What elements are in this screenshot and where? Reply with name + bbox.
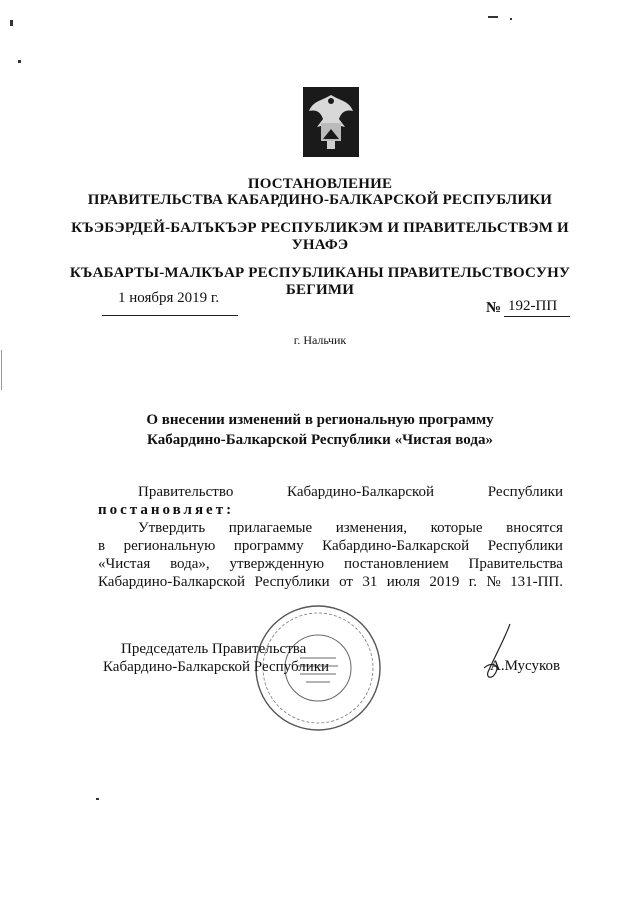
issuer-heading-krc-line2: БЕГИМИ xyxy=(285,282,355,298)
body-line-2 xyxy=(98,501,563,519)
body-line-1 xyxy=(98,483,563,501)
body-word: 131-ПП. xyxy=(510,574,563,590)
body-word: вносятся xyxy=(506,520,563,536)
body-word: утвержденную xyxy=(229,556,325,572)
scan-speck xyxy=(510,18,512,20)
issuer-heading-kbd-line2: УНАФЭ xyxy=(291,237,349,253)
document-title xyxy=(0,410,640,450)
city-label: г. Нальчик xyxy=(293,333,347,347)
scan-speck xyxy=(10,20,13,26)
body-word: Кабардино-Балкарской xyxy=(287,484,435,500)
body-word: которые xyxy=(430,520,483,536)
document-body xyxy=(98,483,563,591)
body-word: Республики xyxy=(254,574,330,590)
body-word: постановлением xyxy=(343,556,449,572)
body-word: от xyxy=(339,574,353,590)
issuer-heading-krc-line1: КЪАБАРТЫ-МАЛКЪАР РЕСПУБЛИКАНЫ ПРАВИТЕЛЬСТВОСУНУ xyxy=(69,265,571,281)
signatory-position xyxy=(103,640,329,676)
body-line-5 xyxy=(98,555,563,573)
issuer-heading-ru: ПРАВИТЕЛЬСТВА КАБАРДИНО-БАЛКАРСКОЙ РЕСПУБЛИКИ xyxy=(87,192,553,208)
body-word: программу xyxy=(233,538,304,554)
doc-type-heading: ПОСТАНОВЛЕНИЕ xyxy=(247,176,393,192)
body-word: Республики xyxy=(487,538,563,554)
title-line-1: О внесении изменений в региональную программу xyxy=(146,412,494,428)
date-underline xyxy=(102,315,238,316)
body-word: Правительство xyxy=(138,484,234,500)
signatory-name: А.Мусуков xyxy=(490,658,561,674)
scan-speck xyxy=(18,60,21,63)
body-word: 2019 xyxy=(429,574,460,590)
handwritten-signature xyxy=(470,620,530,690)
issuer-heading-kbd-line1: КЪЭБЭРДЕЙ-БАЛЪКЪЭР РЕСПУБЛИКЭМ И ПРАВИТЕЛЬСТВЭМ И xyxy=(71,220,569,236)
body-word: г. xyxy=(468,574,477,590)
body-word: региональную xyxy=(123,538,216,554)
number-symbol: № xyxy=(486,300,502,316)
title-line-2: Кабардино-Балкарской Республики «Чистая вода» xyxy=(147,432,493,448)
decree-keyword: постановляет: xyxy=(98,502,235,518)
body-line-6 xyxy=(98,573,563,591)
body-word: в xyxy=(98,538,106,554)
document-number: 192-ПП xyxy=(508,298,558,314)
body-word: № xyxy=(486,574,501,590)
scan-speck xyxy=(1,350,2,390)
scan-speck xyxy=(488,16,498,18)
body-word: вода», xyxy=(170,556,210,572)
number-underline xyxy=(504,316,570,317)
body-word: прилагаемые xyxy=(228,520,313,536)
body-line-3 xyxy=(98,519,563,537)
body-word: Правительства xyxy=(468,556,563,572)
body-word: июля xyxy=(386,574,420,590)
signatory-position-line-1: Председатель Правительства xyxy=(121,641,307,657)
body-word: Кабардино-Балкарской xyxy=(98,574,246,590)
body-word: Утвердить xyxy=(138,520,206,536)
body-word: изменения, xyxy=(335,520,408,536)
signatory-position-line-2: Кабардино-Балкарской Республики xyxy=(103,659,330,675)
document-date: 1 ноября 2019 г. xyxy=(118,290,220,306)
coat-of-arms-emblem xyxy=(303,87,359,157)
body-word: 31 xyxy=(362,574,378,590)
body-word: «Чистая xyxy=(98,556,151,572)
body-word: Кабардино-Балкарской xyxy=(322,538,470,554)
body-line-4 xyxy=(98,537,563,555)
scan-speck xyxy=(96,798,99,800)
body-word: Республики xyxy=(487,484,563,500)
